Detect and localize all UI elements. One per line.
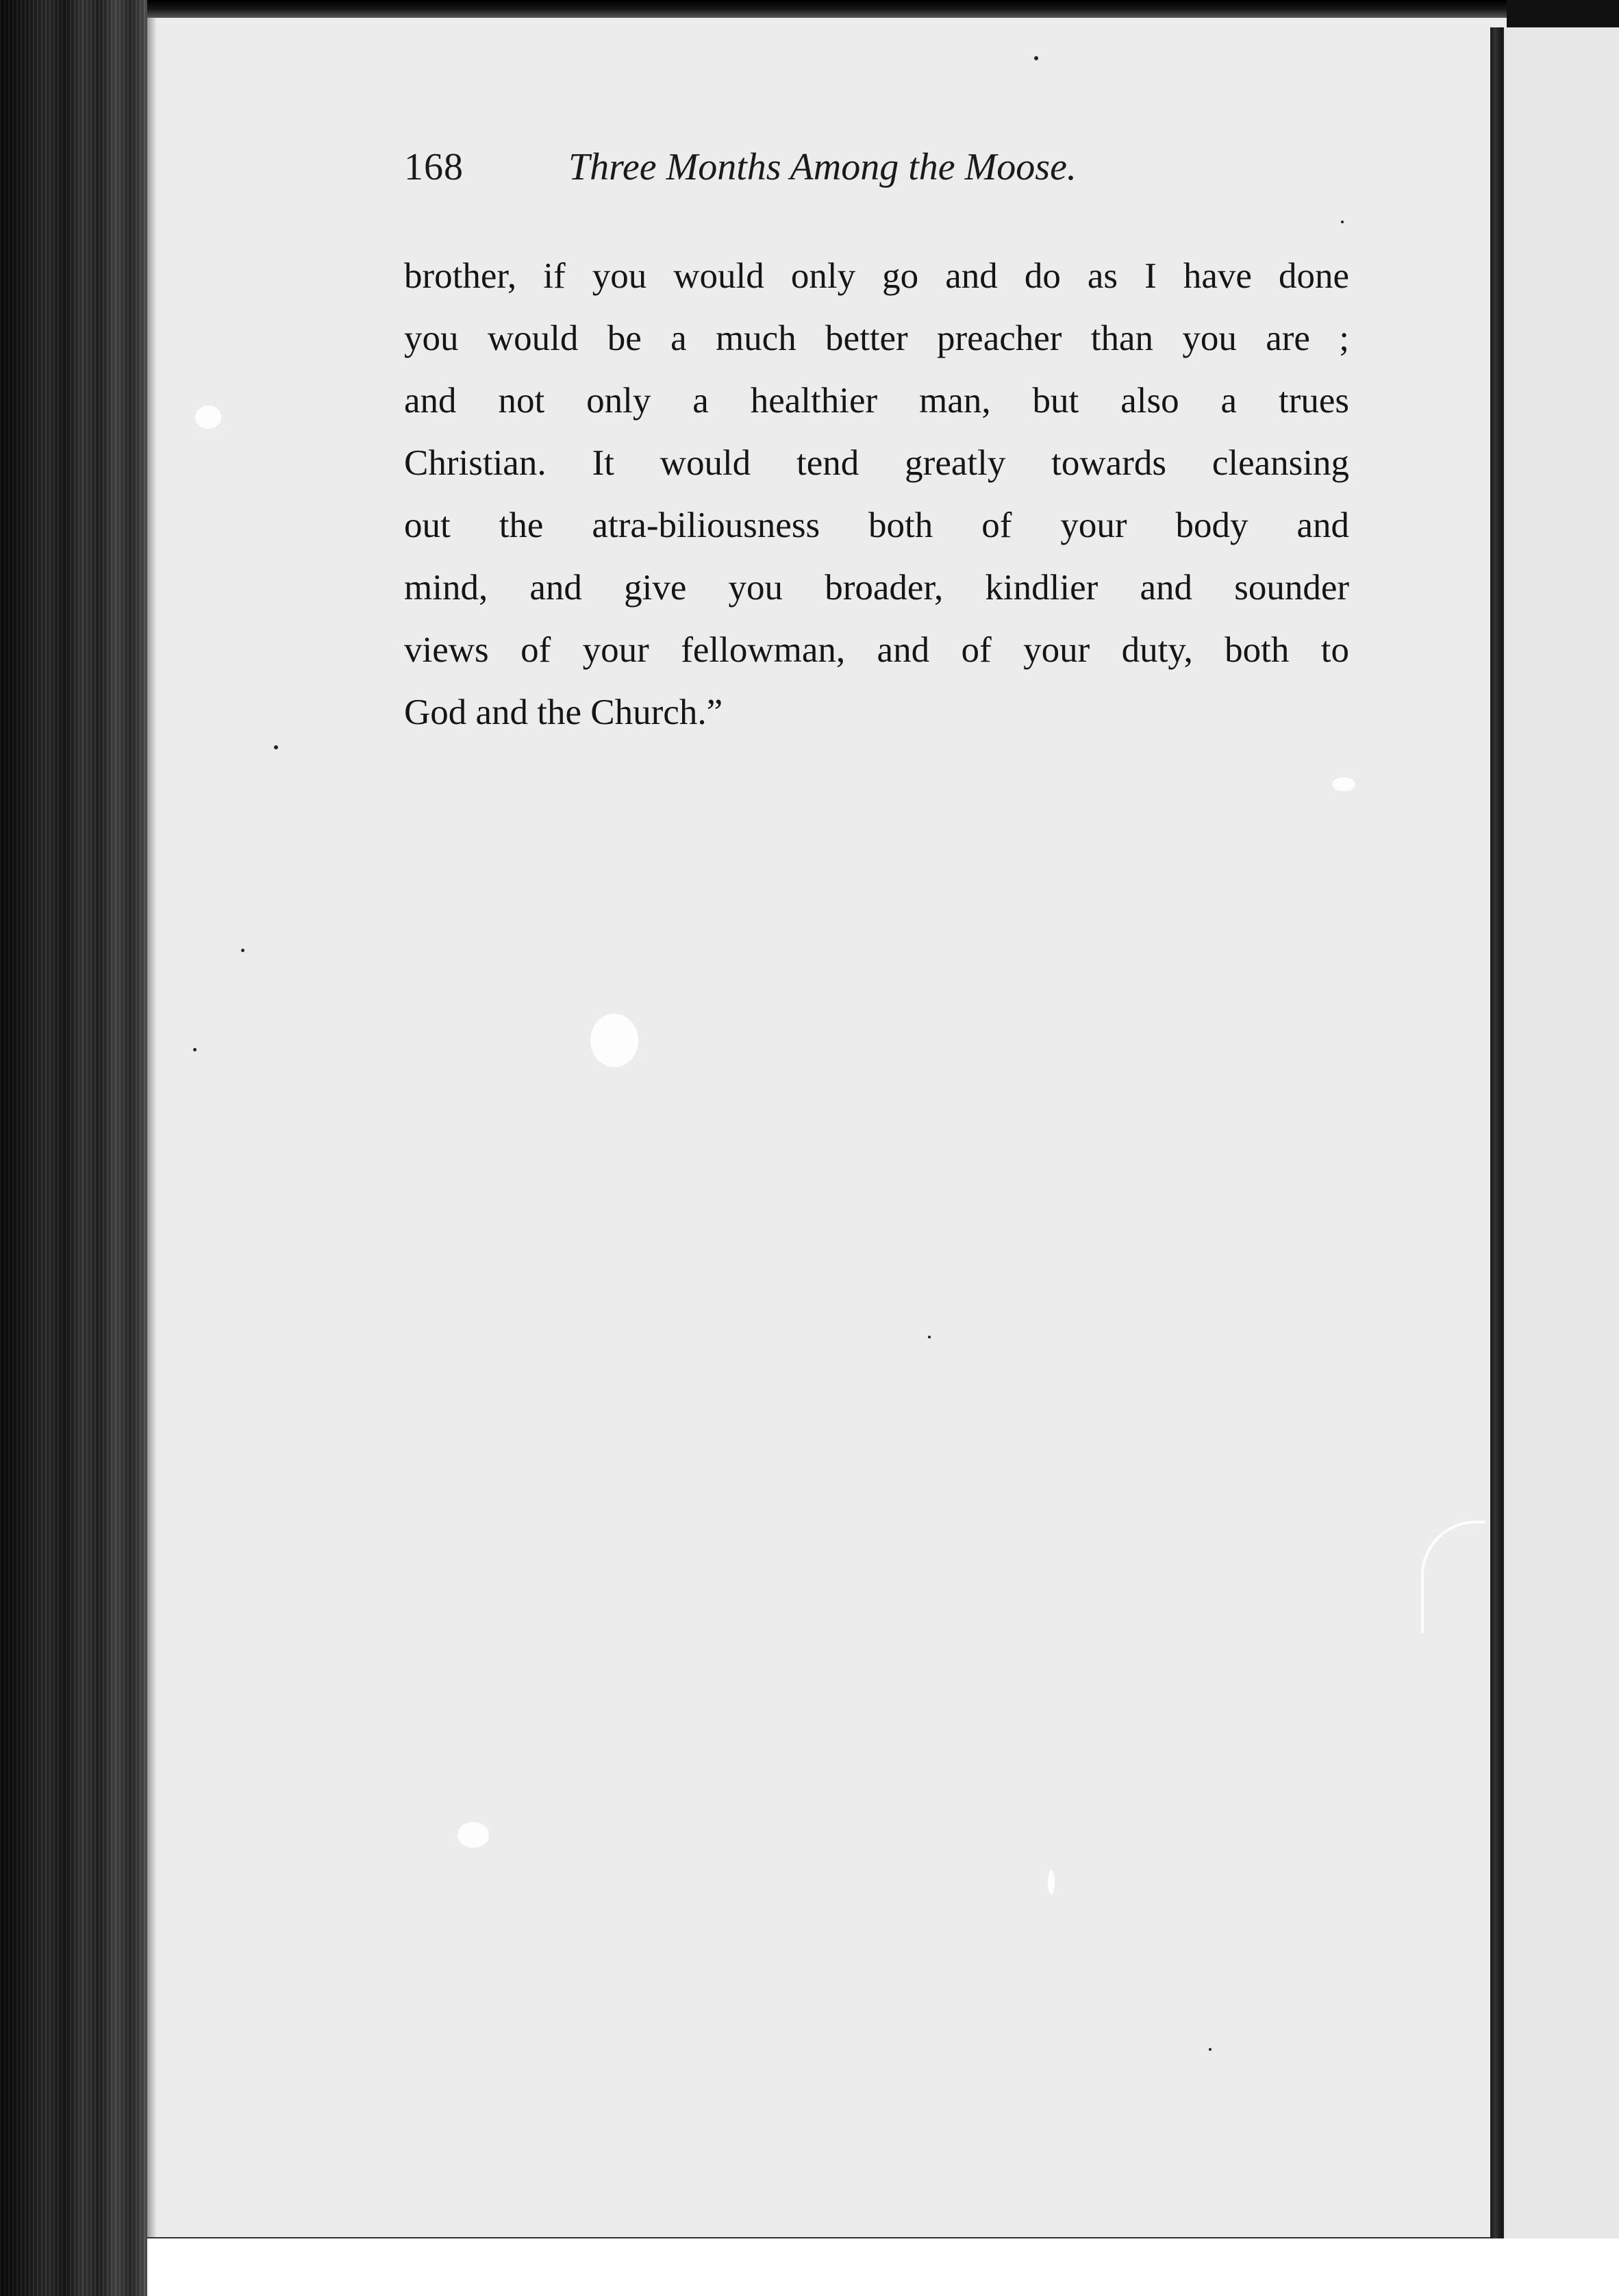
- scan-speck: [1048, 1870, 1055, 1895]
- scan-dot: [1341, 221, 1344, 223]
- next-page-edge: [1503, 27, 1619, 2296]
- scan-dot: [928, 1336, 931, 1338]
- running-title: Three Months Among the Moose.: [568, 146, 1077, 188]
- page-number: 168: [404, 146, 464, 188]
- scan-dot: [241, 949, 244, 952]
- page-left-shadow: [147, 18, 157, 2237]
- text-line-5: out the atra-biliousness both of your body and: [404, 506, 1349, 545]
- scan-dot: [274, 745, 278, 749]
- scan-speck: [195, 405, 221, 429]
- scan-dot: [1209, 2048, 1212, 2051]
- page-edges-texture: [0, 0, 147, 2296]
- text-line-6: mind, and give you broader, kindlier and sounder: [404, 568, 1349, 608]
- top-book-edge: [0, 0, 1619, 18]
- text-line-8: God and the Church.”: [404, 692, 723, 732]
- page-gutter: [1490, 27, 1503, 2240]
- scan-dot: [1034, 56, 1038, 60]
- scan-speck: [590, 1014, 638, 1067]
- text-line-7: views of your fellowman, and of your duty, both to: [404, 630, 1349, 670]
- scan-speck: [457, 1822, 489, 1848]
- text-line-2: you would be a much better preacher than you are ;: [404, 319, 1349, 358]
- body-text: [404, 245, 1349, 744]
- text-line-4: Christian. It would tend greatly towards cleansing: [404, 443, 1349, 483]
- bottom-margin: [147, 2238, 1619, 2296]
- scan-dot: [193, 1048, 197, 1051]
- running-head: [404, 145, 1349, 200]
- text-line-3: and not only a healthier man, but also a trues: [404, 381, 1349, 421]
- scan-speck: [1332, 777, 1355, 791]
- text-line-1: brother, if you would only go and do as I have done: [404, 256, 1349, 296]
